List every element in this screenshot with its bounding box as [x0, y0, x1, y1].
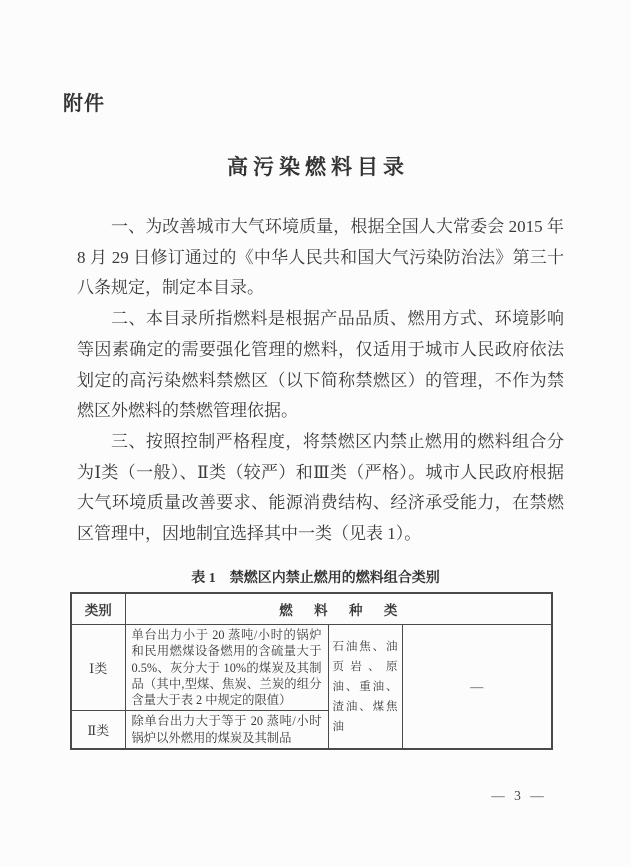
cell-fuel-other-dash: — [402, 625, 552, 750]
page-number: — 3 — [491, 788, 547, 803]
cell-category-ii: Ⅱ类 [71, 711, 125, 749]
table-caption: 表 1 禁燃区内禁止燃用的燃料组合类别 [191, 571, 440, 586]
fuel-category-table [70, 592, 553, 750]
paragraph-1: 一、为改善城市大气环境质量，根据全国人大常委会 2015 年 8 月 29 日修订通过的《中华人民共和国大气污染防治法》第三十八条规定，制定本目录。 [77, 217, 564, 298]
page-title: 高污染燃料目录 [227, 155, 409, 179]
paragraph-2: 二、本目录所指燃料是根据产品品质、燃用方式、环境影响等因素确定的需要强化管理的燃料，仅适用于城市人民政府依法划定的高污染燃料禁燃区（以下简称禁燃区）的管理，不作为禁燃区外燃料的禁燃管理依据。 [77, 309, 564, 421]
table-header-row [71, 593, 552, 625]
cell-fuel-desc-ii: 除单台出力大于等于 20 蒸吨/小时锅炉以外燃用的煤炭及其制品 [125, 711, 328, 749]
cell-category-i: Ⅰ类 [71, 625, 125, 711]
header-fuel-type: 燃 料 种 类 [125, 593, 552, 625]
document-body [77, 212, 564, 550]
cell-fuel-oil-list: 石油焦、油页岩、原油、重油、渣油、煤焦油 [328, 625, 402, 750]
attachment-label: 附件 [63, 93, 105, 115]
paragraph-3: 三、按照控制严格程度，将禁燃区内禁止燃用的燃料组合分为Ⅰ类（一般）、Ⅱ类（较严）和Ⅲ类（严格）。城市人民政府根据大气环境质量改善要求、能源消费结构、经济承受能力，在禁燃区管理中，因地制宜选择其中一类（见表 1）。 [77, 431, 564, 544]
cell-fuel-desc-i: 单台出力小于 20 蒸吨/小时的锅炉和民用燃煤设备燃用的含硫量大于 0.5%、灰分大于 10%的煤炭及其制品（其中,型煤、焦炭、兰炭的组分含量大于表 2 中规定的限值） [125, 625, 328, 711]
header-category: 类别 [71, 593, 125, 625]
table-row [71, 625, 552, 711]
